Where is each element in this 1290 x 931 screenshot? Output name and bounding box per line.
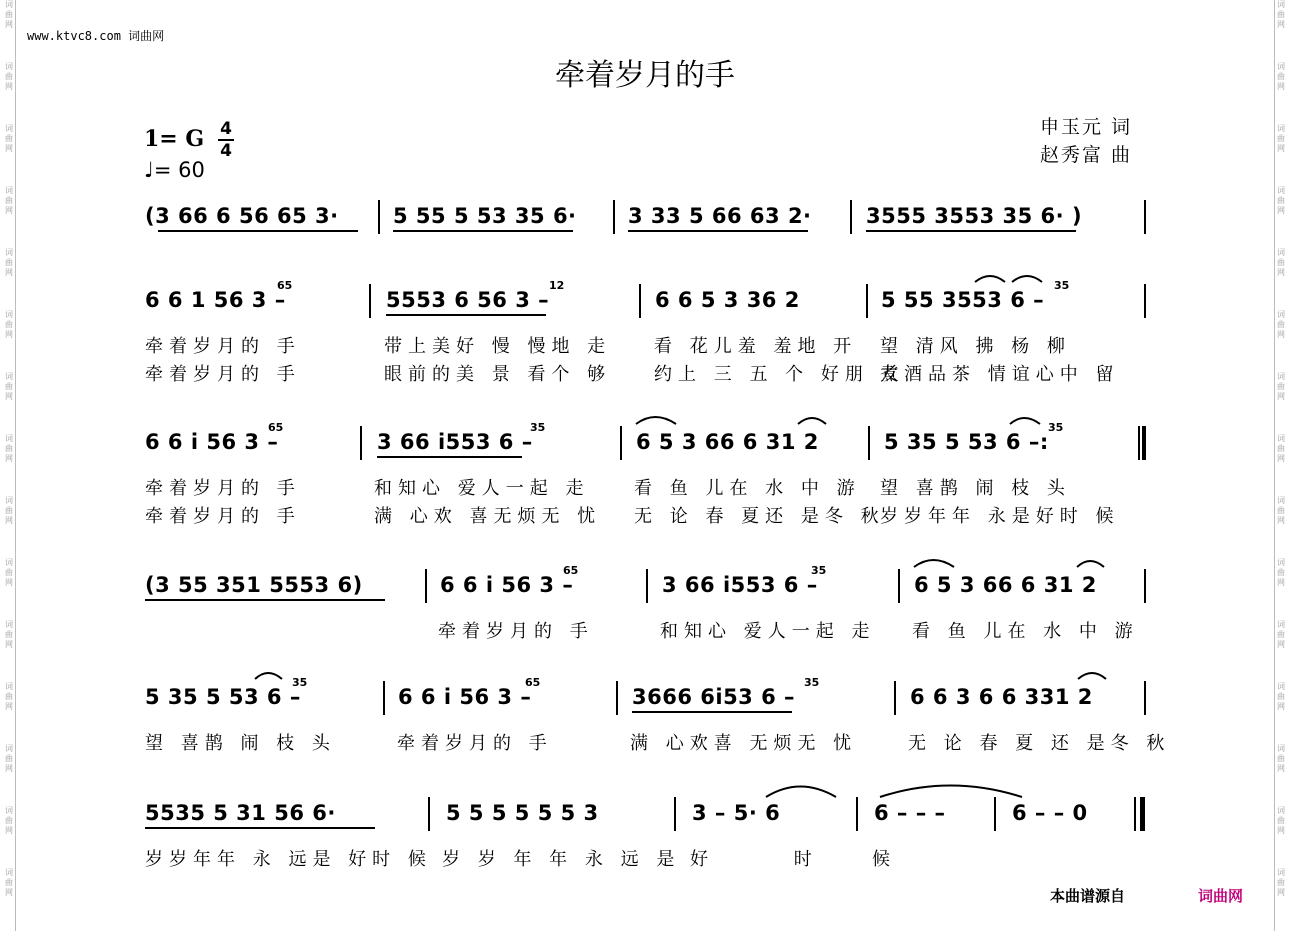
lyric-5-4: 无 论 春 夏 还 是冬 秋	[908, 733, 1171, 754]
lyric-2-b-1: 牵着岁月的 手	[145, 364, 301, 385]
lyric-3-a-4: 望 喜鹊 闹 枝 头	[880, 478, 1071, 499]
lyric-6-2: 岁 岁 年 年 永 远 是	[442, 849, 681, 870]
lyric-6-3: 好 时	[690, 849, 852, 870]
measure-2-3: 6 6 5 3 36 2	[655, 288, 800, 312]
slur	[1077, 561, 1104, 567]
lyric-6-4: 候	[872, 849, 896, 870]
measure-4-3: 3 66 i553 6 –	[662, 573, 818, 597]
slur	[1012, 276, 1042, 282]
lyric-3-a-3: 看 鱼 儿在 水 中 游	[634, 478, 861, 499]
lyric-4-1: 牵着岁月的 手	[438, 621, 594, 642]
lyric-2-b-2: 眼前的美 景 看个 够	[384, 364, 612, 385]
measure-5-1: 5 35 5 53 6 –	[145, 685, 301, 709]
lyric-3-a-1: 牵着岁月的 手	[145, 478, 301, 499]
lyric-2-a-2: 带上美好 慢 慢地 走	[384, 336, 612, 357]
footer-brand-link[interactable]: 词曲网	[1198, 887, 1244, 905]
lyric-3-b-1: 牵着岁月的 手	[145, 506, 301, 527]
lyric-3-b-4: 岁岁年年 永是好时 候	[880, 506, 1120, 527]
grace-note: 35	[1048, 421, 1064, 434]
grace-note: 35	[292, 676, 308, 689]
measure-5-4: 6 6 3 6 6 331 2	[910, 685, 1093, 709]
tempo-marking: ♩= 60	[144, 158, 205, 182]
lyric-2-a-3: 看 花儿羞 羞地 开	[654, 336, 858, 357]
slur	[1010, 418, 1040, 424]
site-label: www.ktvc8.com 词曲网	[27, 29, 165, 43]
measure-6-5: 6 – – 0	[1012, 801, 1088, 825]
measure-2-2: 5553 6 56 3 –	[386, 288, 550, 312]
grace-note: 35	[1054, 279, 1070, 292]
lyric-6-1: 岁岁年年 永 远是 好时 候	[145, 849, 432, 870]
measure-1-1: (3 66 6 56 65 3·	[145, 204, 339, 228]
key-signature: 1= G	[144, 126, 205, 152]
measure-4-4: 6 5 3 66 6 31 2	[914, 573, 1097, 597]
grace-note: 65	[268, 421, 284, 434]
lyric-3-b-2: 满 心欢 喜无烦无 忧	[374, 506, 602, 527]
lyric-4-3: 看 鱼 儿在 水 中 游	[912, 621, 1139, 642]
measure-6-1: 5535 5 31 56 6·	[145, 801, 336, 825]
measure-5-3: 3666 6i53 6 –	[632, 685, 796, 709]
lyric-2-a-1: 牵着岁月的 手	[145, 336, 301, 357]
measure-5-2: 6 6 i 56 3 –	[398, 685, 532, 709]
measure-3-2: 3 66 i553 6 –	[377, 430, 533, 454]
time-signature-top: 4	[220, 119, 232, 139]
tie	[880, 786, 1022, 798]
grace-note: 12	[549, 279, 565, 292]
measure-1-3: 3 33 5 66 63 2·	[628, 204, 812, 228]
measure-3-3: 6 5 3 66 6 31 2	[636, 430, 819, 454]
footer-source-label: 本曲谱源自	[1050, 887, 1126, 905]
slur	[798, 418, 826, 424]
slur	[636, 417, 676, 424]
slur	[975, 276, 1005, 282]
measure-1-2: 5 55 5 53 35 6·	[393, 204, 577, 228]
measure-6-3: 3 – 5· 6	[692, 801, 781, 825]
grace-note: 65	[277, 279, 293, 292]
measure-3-1: 6 6 i 56 3 –	[145, 430, 279, 454]
grace-note: 65	[525, 676, 541, 689]
measure-2-1: 6 6 1 56 3 –	[145, 288, 286, 312]
slur	[914, 560, 954, 567]
slur	[255, 673, 282, 679]
lyric-5-2: 牵着岁月的 手	[397, 733, 553, 754]
composer-credit: 赵秀富 曲	[1040, 144, 1133, 166]
lyric-5-1: 望 喜鹊 闹 枝 头	[145, 733, 336, 754]
measure-6-4: 6 – – –	[874, 801, 946, 825]
time-signature-bottom: 4	[220, 141, 232, 161]
grace-note: 35	[530, 421, 546, 434]
grace-note: 65	[563, 564, 579, 577]
lyric-2-b-3: 约上 三 五 个 好朋 友	[654, 364, 905, 385]
tie	[766, 787, 836, 798]
lyricist-credit: 申玉元 词	[1040, 116, 1133, 138]
grace-note: 35	[811, 564, 827, 577]
right-watermark-strip: 词 曲 网 词 曲 网 词 曲 网 词 曲 网 词 曲 网 词 曲 网 词 曲 网 词 曲 网 词 曲 网 词 曲 网 词 曲 网 词 曲 网 词 曲 网 词 曲 网 词 曲 网	[1274, 0, 1287, 931]
measure-1-4: 3555 3553 35 6· )	[866, 204, 1083, 228]
left-watermark-strip: 词 曲 网 词 曲 网 词 曲 网 词 曲 网 词 曲 网 词 曲 网 词 曲 网 词 曲 网 词 曲 网 词 曲 网 词 曲 网 词 曲 网 词 曲 网 词 曲 网 词 曲 网	[3, 0, 16, 931]
lyric-2-b-4: 煮酒品茶 情谊心中 留	[880, 364, 1120, 385]
slur	[1078, 673, 1106, 679]
measure-6-2: 5 5 5 5 5 5 3	[446, 801, 599, 825]
measure-3-4: 5 35 5 53 6 –:	[884, 430, 1049, 454]
measure-4-1: (3 55 351 5553 6)	[145, 573, 363, 597]
lyric-2-a-4: 望 清风 拂 杨 柳	[880, 336, 1071, 357]
lyric-5-3: 满 心欢喜 无烦无 忧	[630, 733, 858, 754]
lyric-3-b-3: 无 论 春 夏还 是冬 秋	[634, 506, 885, 527]
measure-4-2: 6 6 i 56 3 –	[440, 573, 574, 597]
grace-note: 35	[804, 676, 820, 689]
lyric-3-a-2: 和知心 爱人一起 走	[374, 478, 590, 499]
measure-2-4: 5 55 3553 6 –	[881, 288, 1045, 312]
lyric-4-2: 和知心 爱人一起 走	[660, 621, 876, 642]
song-title: 牵着岁月的手	[555, 58, 735, 93]
